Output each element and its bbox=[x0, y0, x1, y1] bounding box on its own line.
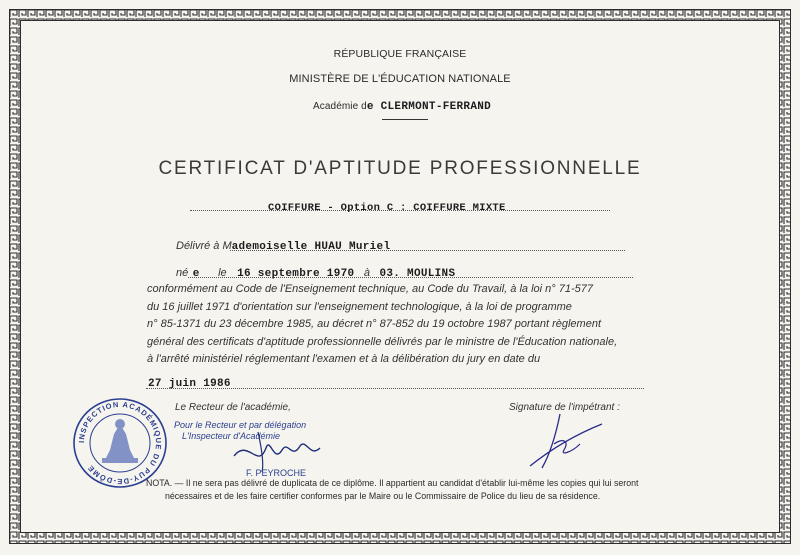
legal-line: conformément au Code de l'Enseignement technique, au Code du Travail, à la loi n° 71-577 bbox=[147, 283, 593, 295]
stamp-text: INSPECTION ACADÉMIQUE DU PUY-DE-DÔME bbox=[76, 399, 164, 487]
inspector-title: L'Inspecteur d'Académie bbox=[182, 431, 280, 441]
birth-date: 16 septembre 1970 bbox=[237, 268, 355, 280]
date-label: le bbox=[218, 267, 227, 279]
academy-underline bbox=[382, 119, 428, 120]
nota-line-2: nécessaires et de les faire certifier conformes par le Maire ou le Commissaire de Police du lieu de sa résidence. bbox=[165, 491, 601, 501]
academy-value: e CLERMONT-FERRAND bbox=[366, 101, 492, 113]
republic-heading: RÉPUBLIQUE FRANÇAISE bbox=[333, 48, 467, 60]
recipient-line bbox=[176, 236, 390, 254]
birth-line bbox=[176, 263, 656, 281]
recipient-label: Délivré à M bbox=[176, 240, 232, 252]
academy-label: Académie d bbox=[313, 101, 367, 112]
born-suffix: e bbox=[192, 268, 200, 280]
jury-date: 27 juin 1986 bbox=[148, 378, 231, 390]
rector-label: Le Recteur de l'académie, bbox=[175, 402, 291, 413]
born-label: né bbox=[176, 267, 189, 279]
legal-line: du 16 juillet 1971 d'orientation sur l'enseignement technologique, à la loi de programme bbox=[147, 300, 572, 313]
legal-line: n° 85-1371 du 23 décembre 1985, au décret n° 87-852 du 19 octobre 1987 portant règlement bbox=[147, 318, 602, 331]
birth-place: 03. MOULINS bbox=[379, 268, 456, 280]
holder-signature-label: Signature de l'impétrant : bbox=[509, 402, 620, 413]
recipient-dotline bbox=[230, 250, 625, 251]
specialty-value: COIFFURE - Option C : COIFFURE MIXTE bbox=[268, 202, 506, 214]
legal-line: général des certificats d'aptitude professionnelle délivrés par le ministre de l'Éducation nationale, bbox=[147, 335, 618, 348]
certificate-title: CERTIFICAT D'APTITUDE PROFESSIONNELLE bbox=[158, 158, 642, 179]
birth-dotline bbox=[188, 277, 633, 278]
legal-line: à l'arrêté ministériel réglementant l'examen et à la délibération du jury en date du bbox=[147, 353, 541, 366]
delegation-line: Pour le Recteur et par délégation bbox=[174, 420, 307, 430]
inspector-name: F. PEYROCHE bbox=[246, 468, 307, 478]
academy-line bbox=[313, 96, 491, 114]
jury-date-dotline bbox=[146, 388, 644, 389]
legal-text bbox=[147, 281, 677, 369]
recipient-name: ademoiselle HUAU Muriel bbox=[231, 241, 391, 253]
nota-label: NOTA. bbox=[146, 478, 173, 488]
place-label: à bbox=[363, 267, 370, 279]
ministry-heading: MINISTÈRE DE L'ÉDUCATION NATIONALE bbox=[289, 73, 511, 85]
nota-block bbox=[146, 477, 666, 503]
nota-line-1: — Il ne sera pas délivré de duplicata de ce diplôme. Il appartient au candidat d'établir lui-même les copies qui lui seront bbox=[172, 478, 639, 488]
holder-signature bbox=[520, 410, 620, 476]
specialty-line bbox=[190, 210, 610, 211]
